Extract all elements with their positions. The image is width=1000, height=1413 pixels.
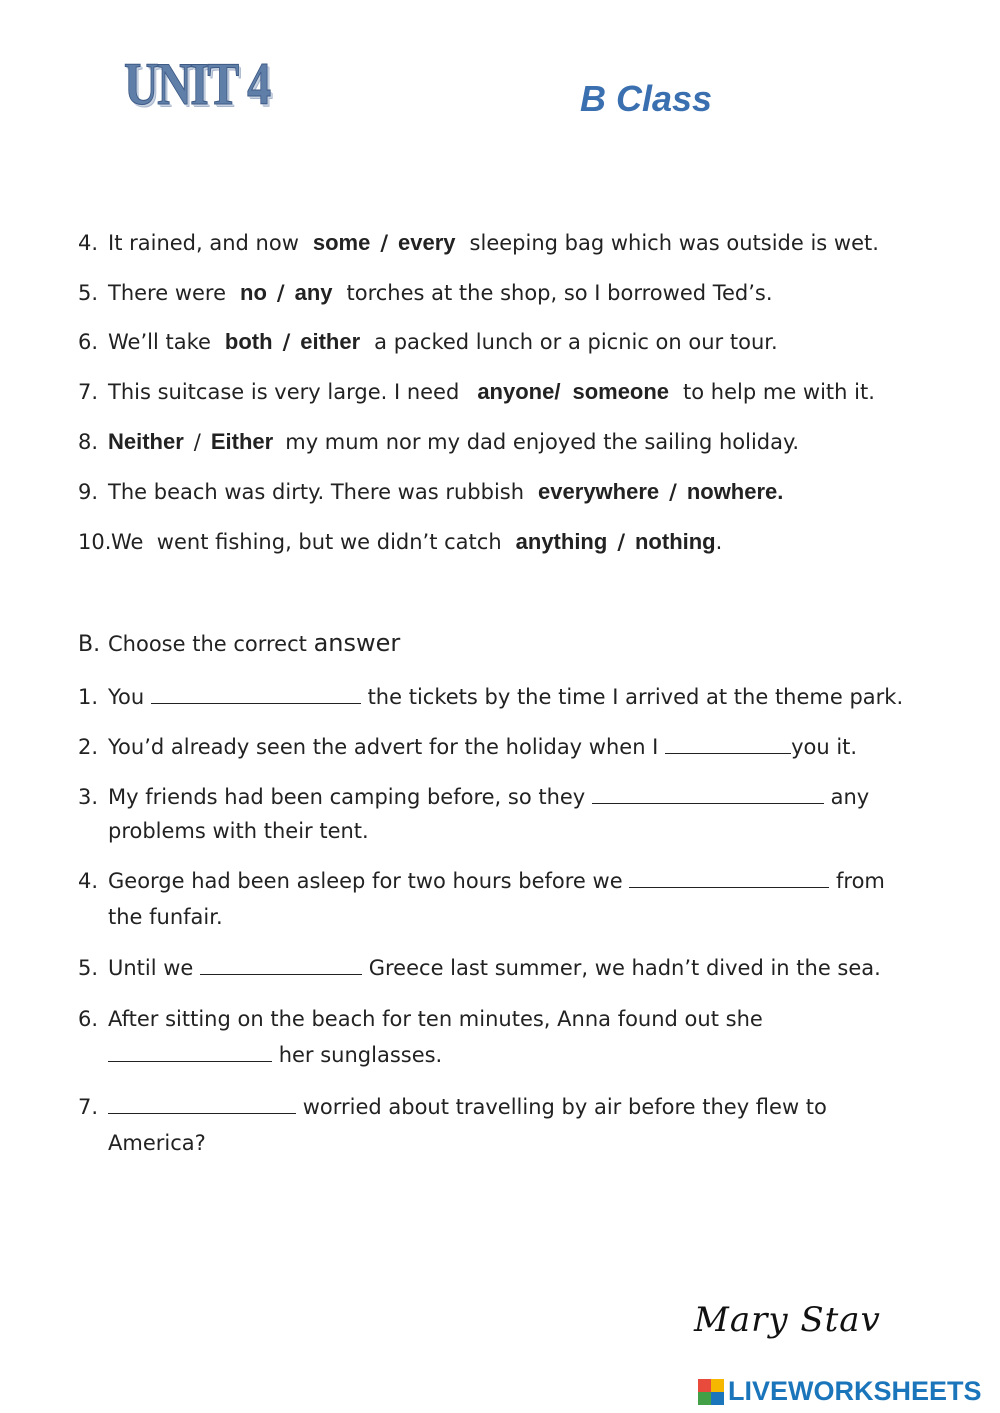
sentence-end: to help me with it. (683, 380, 875, 404)
option-1[interactable]: no (240, 280, 267, 305)
answer-blank[interactable] (200, 954, 362, 975)
sentence-continuation: the funfair. (108, 905, 223, 929)
sentence-start: We went fishing, but we didn’t catch (111, 530, 502, 554)
sentence-start: We’ll take (108, 330, 211, 354)
exercise-a-item (78, 276, 978, 310)
item-number: 9. (78, 480, 99, 504)
section-instruction-word: answer (313, 629, 401, 657)
item-number: 1. (78, 685, 99, 709)
option-separator: / (193, 430, 201, 454)
sentence-end: the tickets by the time I arrived at the theme park. (367, 685, 904, 709)
logo-square (698, 1379, 711, 1392)
exercise-b-item (78, 780, 978, 848)
item-number: 6. (78, 1007, 99, 1031)
liveworksheets-logo-icon (698, 1379, 724, 1405)
item-number: 7. (78, 380, 99, 404)
exercise-b-item (78, 863, 978, 935)
sentence-start: George had been asleep for two hours before we (108, 869, 623, 893)
sentence-start: There were (108, 281, 227, 305)
option-2[interactable]: Either (210, 429, 274, 454)
answer-blank[interactable] (629, 867, 829, 888)
exercise-a-item (78, 525, 978, 559)
exercise-b-item (78, 951, 978, 985)
exercise-b-item (78, 1001, 978, 1073)
exercise-b-item (78, 1089, 978, 1161)
sentence-start: You (108, 685, 145, 709)
answer-blank[interactable] (108, 1041, 272, 1062)
option-1[interactable]: both (224, 329, 273, 354)
sentence-continuation: problems with their tent. (108, 819, 369, 843)
item-number: 10. (78, 530, 112, 554)
sentence-continuation (78, 1037, 978, 1073)
item-number: 5. (78, 956, 99, 980)
answer-blank[interactable] (592, 783, 824, 804)
sentence-continuation-text: her sunglasses. (278, 1043, 443, 1067)
option-1[interactable]: anything (515, 529, 608, 554)
section-letter: B. (78, 632, 101, 657)
option-separator: / (617, 530, 625, 554)
option-1[interactable]: Neither (108, 429, 184, 454)
sentence-start: After sitting on the beach for ten minutes, Anna found out she (108, 1007, 763, 1031)
item-number: 2. (78, 735, 99, 759)
sentence-start: My friends had been camping before, so they (108, 785, 586, 809)
sentence-start: This suitcase is very large. I need (108, 380, 460, 404)
section-b-heading (78, 626, 400, 662)
option-separator: / (282, 330, 291, 354)
item-number: 6. (78, 330, 99, 354)
logo-square (698, 1392, 711, 1405)
option-2[interactable]: nowhere. (686, 479, 784, 504)
sentence-continuation: America? (108, 1131, 206, 1155)
option-separator: / (669, 480, 677, 504)
sentence-end: sleeping bag which was outside is wet. (469, 231, 879, 255)
sentence-start: The beach was dirty. There was rubbish (108, 480, 525, 504)
sentence-end: from (836, 869, 885, 893)
exercise-a-item (78, 226, 978, 260)
sentence-start: Until we (108, 956, 194, 980)
option-separator: / (380, 231, 389, 255)
brand-name: LIVEWORKSHEETS (728, 1376, 982, 1406)
class-title: B Class (580, 78, 713, 119)
author-signature: Mary Stav (694, 1300, 881, 1340)
sentence-end: worried about travelling by air before they flew to (302, 1095, 827, 1119)
answer-blank[interactable] (151, 683, 361, 704)
exercise-a-item (78, 375, 978, 409)
option-1[interactable]: everywhere (538, 479, 660, 504)
option-2[interactable]: nothing (634, 529, 716, 554)
option-1[interactable]: anyone/ (477, 379, 561, 404)
answer-blank[interactable] (665, 733, 791, 754)
logo-square (711, 1379, 724, 1392)
answer-blank[interactable] (108, 1093, 296, 1114)
sentence-end: any (830, 785, 870, 809)
option-2[interactable]: either (300, 329, 361, 354)
item-number: 7. (78, 1095, 99, 1119)
item-number: 8. (78, 430, 99, 454)
option-separator: / (276, 281, 285, 305)
sentence-end: torches at the shop, so I borrowed Ted’s. (346, 281, 773, 305)
option-1[interactable]: some (312, 230, 371, 255)
sentence-end: Greece last summer, we hadn’t dived in the sea. (368, 956, 881, 980)
item-number: 4. (78, 869, 99, 893)
sentence-start: You’d already seen the advert for the holiday when I (108, 735, 659, 759)
exercise-b-item (78, 680, 978, 714)
item-number: 3. (78, 785, 99, 809)
option-2[interactable]: someone (572, 379, 670, 404)
sentence-end: . (715, 530, 723, 554)
sentence-end: a packed lunch or a picnic on our tour. (374, 330, 778, 354)
item-number: 4. (78, 231, 99, 255)
item-number: 5. (78, 281, 99, 305)
sentence-end: my mum nor my dad enjoyed the sailing holiday. (285, 430, 800, 454)
exercise-a-item (78, 425, 978, 459)
logo-square (711, 1392, 724, 1405)
section-instruction: Choose the correct (108, 632, 307, 656)
sentence-start: It rained, and now (108, 231, 299, 255)
sentence-end: you it. (791, 735, 858, 759)
option-2[interactable]: any (294, 280, 333, 305)
unit-title: UNIT 4 (124, 51, 270, 117)
liveworksheets-footer (698, 1376, 982, 1407)
exercise-a-item (78, 325, 978, 359)
exercise-a-item (78, 475, 978, 509)
exercise-b-item (78, 730, 978, 764)
option-2[interactable]: every (398, 230, 456, 255)
